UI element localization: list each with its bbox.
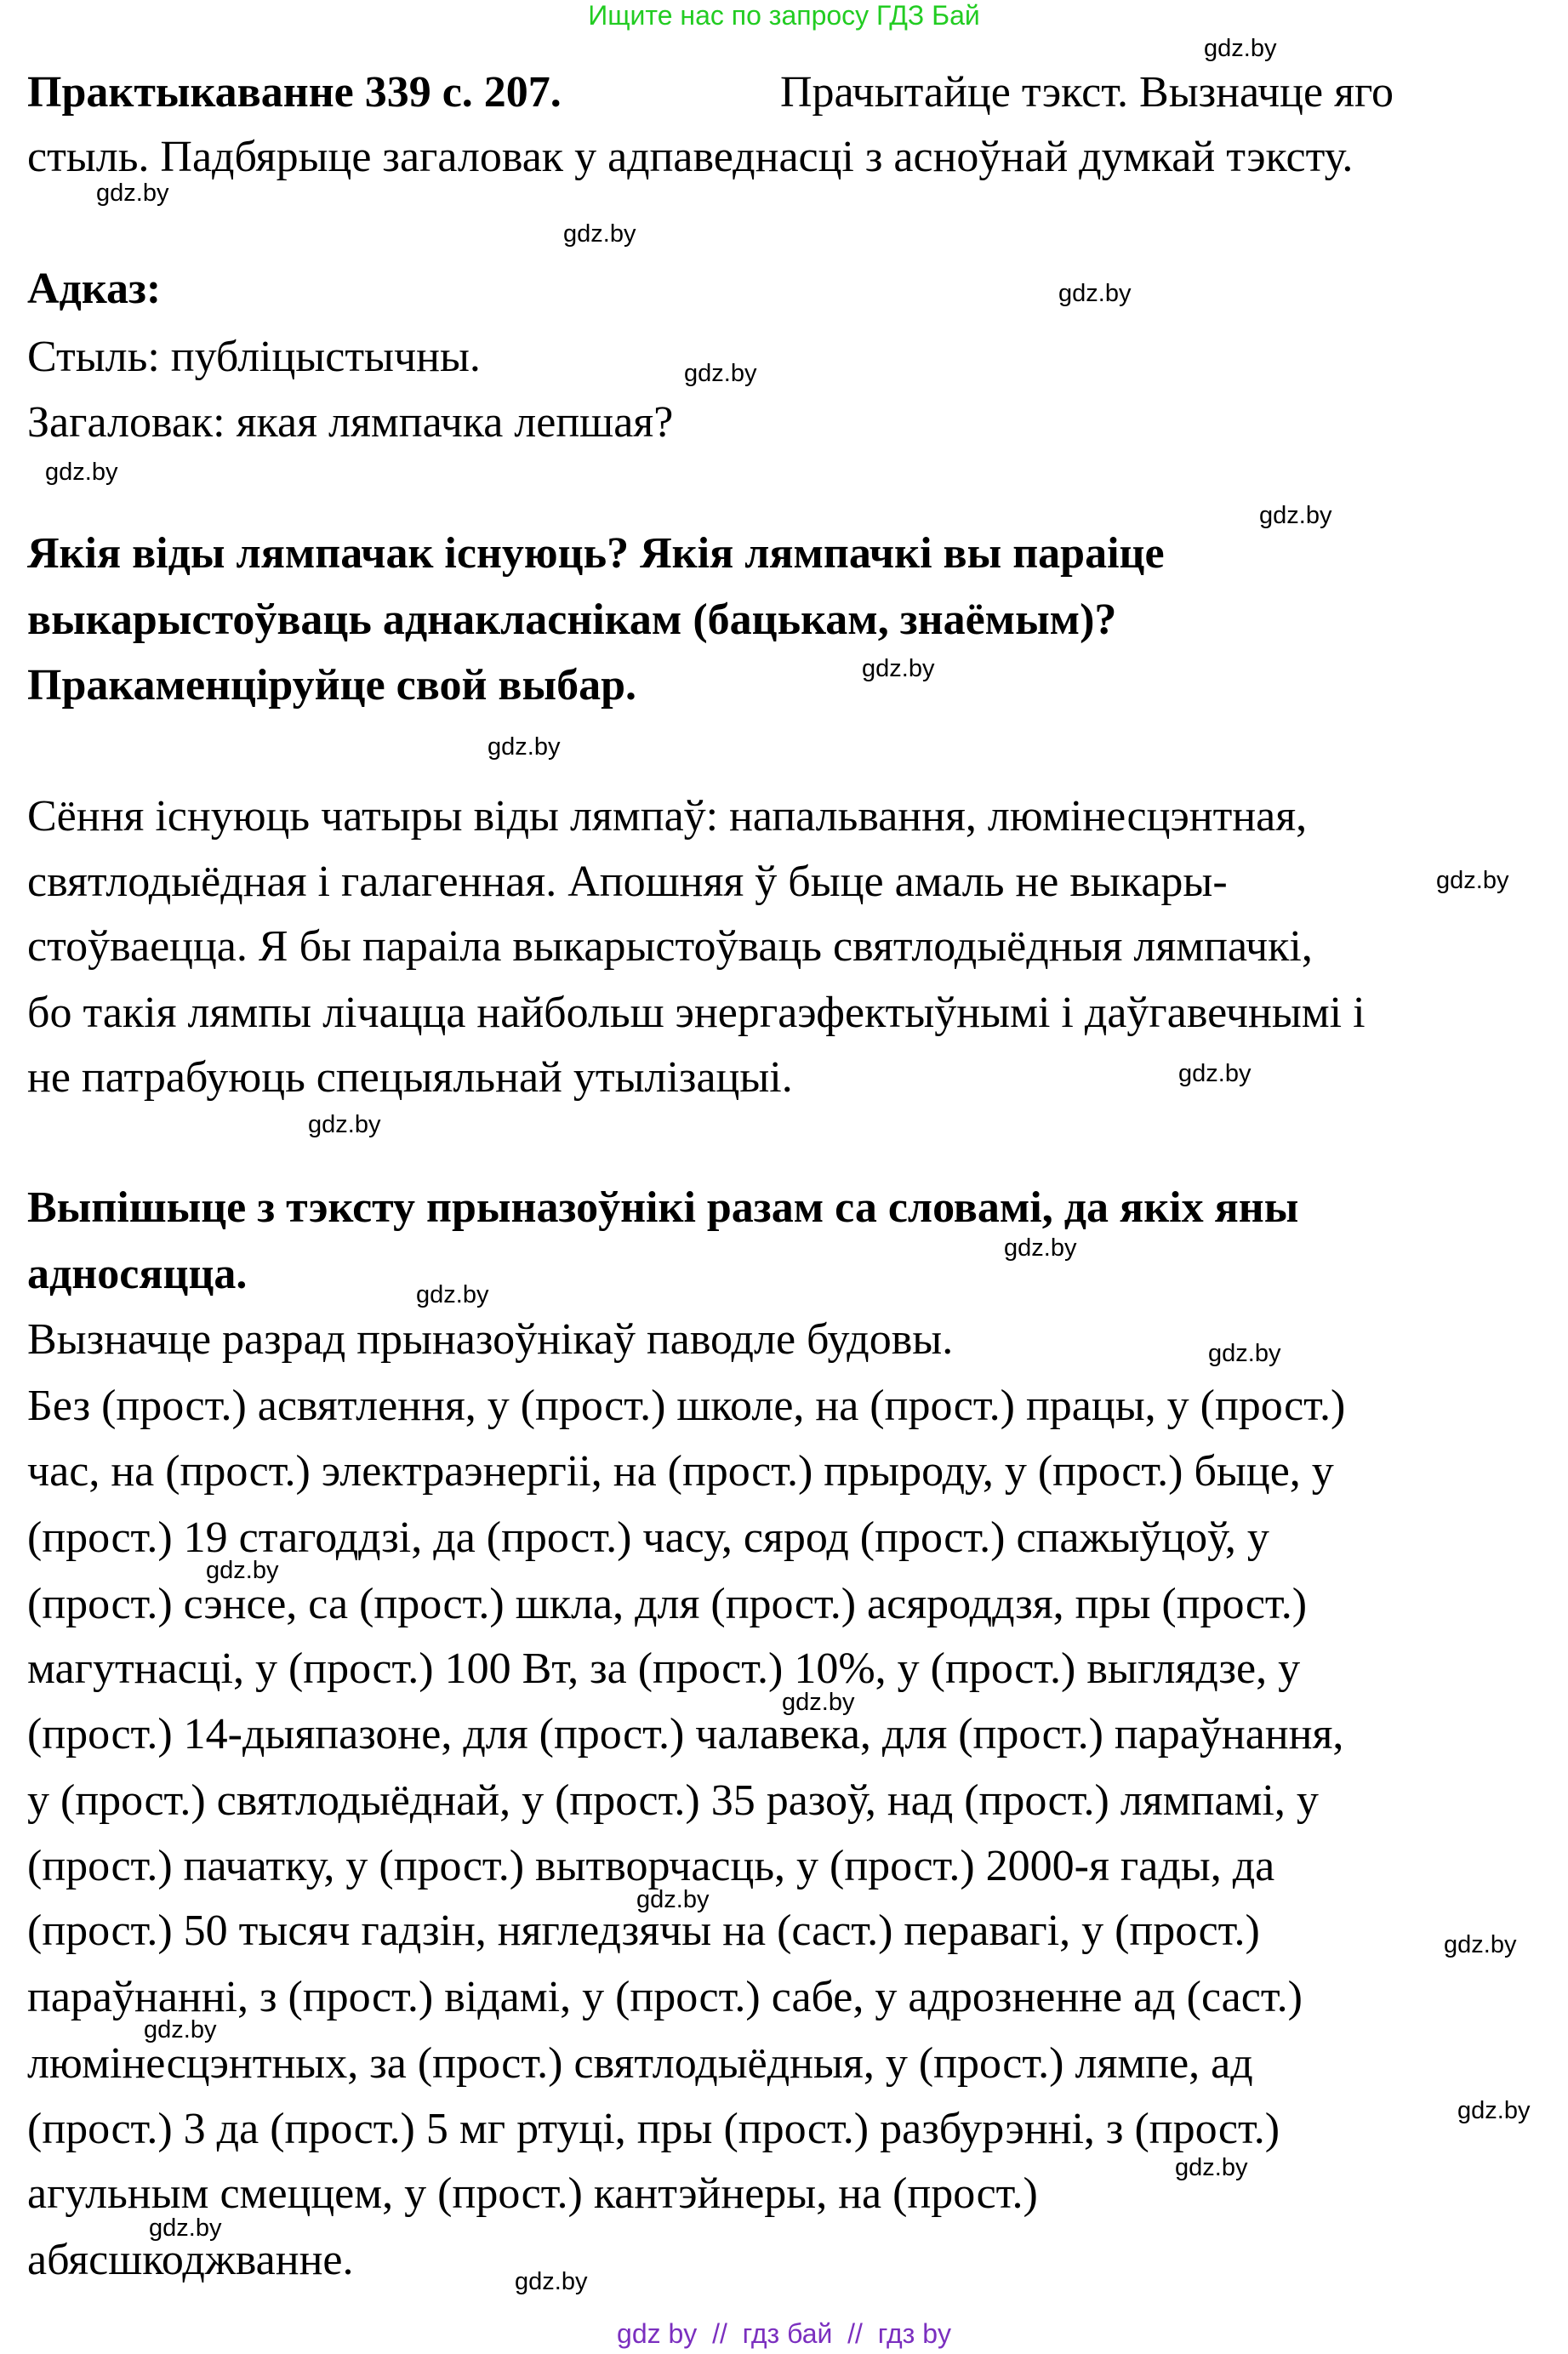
footer-banner[interactable]: gdz by // гдз бай // гдз by xyxy=(617,2318,951,2349)
watermark: gdz.by xyxy=(563,220,636,248)
watermark: gdz.by xyxy=(515,2268,588,2295)
watermark: gdz.by xyxy=(308,1111,381,1138)
watermark: gdz.by xyxy=(684,360,757,387)
answer-heading: Адказ: xyxy=(27,265,162,313)
answer-line: Вызначце разрад прыназоўнікаў паводле будовы. xyxy=(27,1315,954,1364)
answer-line: не патрабуюць спецыяльнай утылізацыі. xyxy=(27,1053,793,1102)
answer-line: Сёння існуюць чатыры віды лямпаў: напальвання, люмінесцэнтная, xyxy=(27,792,1308,841)
watermark: gdz.by xyxy=(1058,280,1132,307)
task-instruction: Прачытайце тэкст. Вызначце яго xyxy=(780,68,1394,117)
question-line: Пракаменціруйце свой выбар. xyxy=(27,661,637,710)
answer-line: (прост.) 50 тысяч гадзін, нягледзячы на (саст.) перавагі, у (прост.) xyxy=(27,1907,1260,1955)
answer-line: агульным смеццем, у (прост.) кантэйнеры, на (прост.) xyxy=(27,2169,1038,2218)
question-line: выкарыстоўваць аднакласнікам (бацькам, знаёмым)? xyxy=(27,596,1117,644)
watermark: gdz.by xyxy=(144,2016,217,2043)
watermark: gdz.by xyxy=(1457,2097,1531,2124)
watermark: gdz.by xyxy=(1208,1340,1281,1367)
watermark: gdz.by xyxy=(45,459,118,486)
watermark: gdz.by xyxy=(206,1557,279,1584)
watermark: gdz.by xyxy=(1444,1931,1517,1958)
watermark: gdz.by xyxy=(488,733,561,761)
watermark: gdz.by xyxy=(782,1689,855,1716)
question-line: адносяцца. xyxy=(27,1250,248,1298)
watermark: gdz.by xyxy=(1175,2154,1248,2181)
header-banner: Ищите нас по запросу ГДЗ Бай xyxy=(588,0,980,31)
answer-line: магутнасці, у (прост.) 100 Вт, за (прост.) 10%, у (прост.) выглядзе, у xyxy=(27,1644,1301,1693)
watermark: gdz.by xyxy=(1004,1234,1077,1262)
question-line: Выпішыце з тэксту прыназоўнікі разам са словамі, да якіх яны xyxy=(27,1183,1299,1232)
watermark: gdz.by xyxy=(1259,502,1332,529)
question-line: Якія віды лямпачак існуюць? Якія лямпачкі вы параіце xyxy=(27,529,1165,578)
answer-line: час, на (прост.) электраэнергіі, на (прост.) прыроду, у (прост.) быце, у xyxy=(27,1447,1334,1496)
answer-line: бо такія лямпы лічацца найбольш энергаэфектыўнымі і даўгавечнымі і xyxy=(27,989,1366,1037)
answer-line: у (прост.) святлодыёднай, у (прост.) 35 разоў, над (прост.) лямпамі, у xyxy=(27,1776,1319,1825)
watermark: gdz.by xyxy=(416,1281,489,1308)
answer-title: Загаловак: якая лямпачка лепшая? xyxy=(27,398,674,447)
answer-style: Стыль: публіцыстычны. xyxy=(27,333,481,381)
watermark: gdz.by xyxy=(96,180,169,207)
answer-line: Без (прост.) асвятлення, у (прост.) школе, на (прост.) працы, у (прост.) xyxy=(27,1382,1346,1430)
task-title: Практыкаванне 339 с. 207. xyxy=(27,68,562,117)
watermark: gdz.by xyxy=(1204,35,1277,62)
task-instruction: стыль. Падбярыце загаловак у адпаведнасці з асноўнай думкай тэксту. xyxy=(27,133,1354,181)
watermark: gdz.by xyxy=(1436,867,1509,894)
answer-line: (прост.) 3 да (прост.) 5 мг ртуці, пры (прост.) разбурэнні, з (прост.) xyxy=(27,2105,1280,2153)
watermark: gdz.by xyxy=(636,1886,710,1913)
answer-line: (прост.) 19 стагоддзі, да (прост.) часу, сярод (прост.) спажыўцоў, у xyxy=(27,1513,1269,1562)
answer-line: параўнанні, з (прост.) відамі, у (прост.) сабе, у адрозненне ад (саст.) xyxy=(27,1973,1303,2021)
answer-line: святлодыёдная і галагенная. Апошняя ў быце амаль не выкары- xyxy=(27,858,1228,906)
watermark: gdz.by xyxy=(1178,1060,1252,1087)
answer-line: (прост.) пачатку, у (прост.) вытворчасць, у (прост.) 2000-я гады, да xyxy=(27,1842,1275,1890)
watermark: gdz.by xyxy=(149,2214,222,2242)
answer-line: стоўваецца. Я бы параіла выкарыстоўваць святлодыёдныя лямпачкі, xyxy=(27,922,1313,971)
answer-line: (прост.) сэнсе, са (прост.) шкла, для (прост.) асяроддзя, пры (прост.) xyxy=(27,1580,1308,1628)
answer-line: абясшкоджванне. xyxy=(27,2236,354,2284)
watermark: gdz.by xyxy=(862,655,935,682)
answer-line: люмінесцэнтных, за (прост.) святлодыёдныя, у (прост.) лямпе, ад xyxy=(27,2039,1253,2088)
answer-line: (прост.) 14-дыяпазоне, для (прост.) чалавека, для (прост.) параўнання, xyxy=(27,1710,1344,1758)
